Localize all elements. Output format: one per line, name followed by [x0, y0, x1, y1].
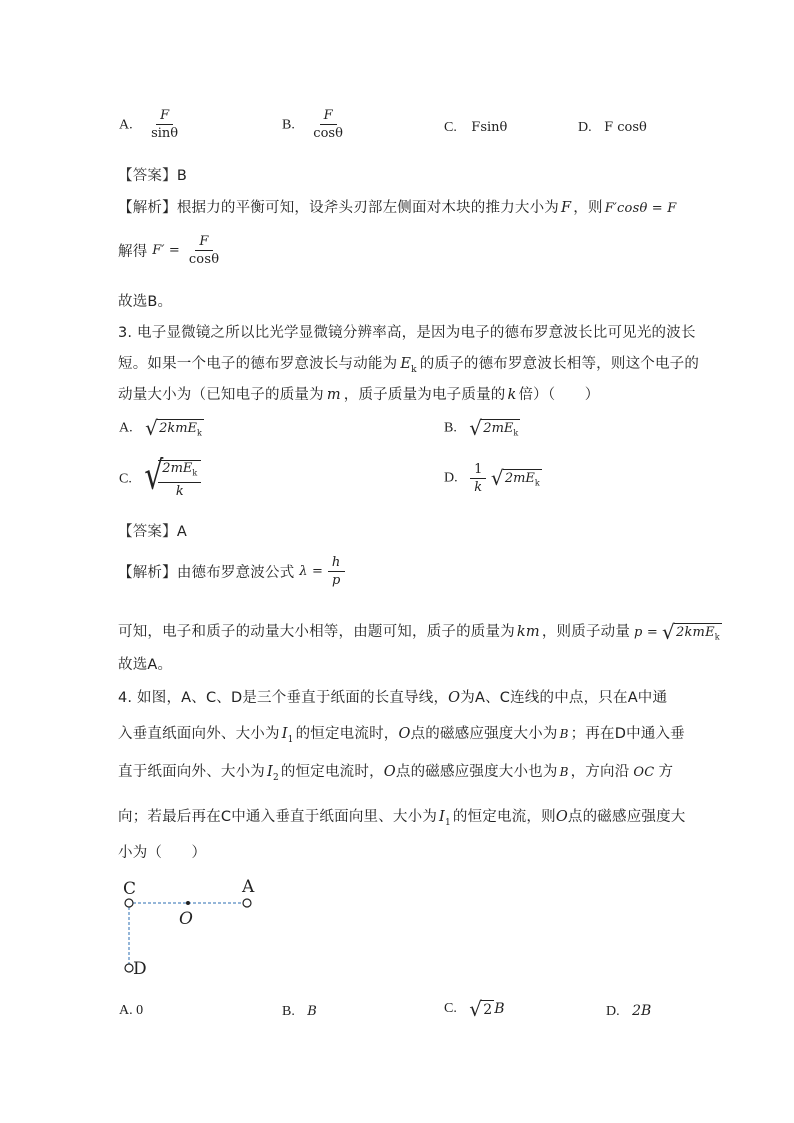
sqrt [469, 1000, 494, 1018]
denominator: k [175, 483, 184, 499]
wire-a [243, 899, 251, 907]
text: 的恒定电流，则 [452, 809, 556, 825]
q4-option-d [606, 1003, 651, 1020]
solve-prefix: 解得 [118, 244, 148, 260]
point-o: O [555, 809, 568, 825]
q3-conclusion: 故选A。 [118, 657, 173, 673]
fraction [328, 555, 345, 588]
text: 为A、C连线的中点，只在A中通 [460, 690, 668, 706]
q2-analysis [118, 196, 676, 217]
radicand: 2 [483, 1002, 493, 1018]
q3-stem-line-1: 3. 电子显微镜之所以比光学显微镜分辨率高，是因为电子的德布罗意波长比可见光的波长 [118, 325, 696, 341]
q3-option-d [444, 462, 542, 495]
denominator: sinθ [151, 126, 179, 141]
option-label: C. [444, 1001, 457, 1016]
q4-stem-line-4 [118, 805, 686, 828]
text: 短。如果一个电子的德布罗意波长与动能为 [118, 356, 398, 372]
q4-option-a: A. 0 [119, 1003, 144, 1018]
num-text: 2mE [162, 461, 193, 476]
q3-option-a [119, 419, 204, 438]
text: ，质子质量为电子质量的 [343, 387, 506, 403]
subscript: k [513, 428, 519, 438]
q3-analysis [118, 555, 345, 588]
text: 点的磁感应强度大小为 [410, 726, 558, 742]
subscript: k [411, 364, 417, 375]
sqrt-fraction [144, 453, 201, 500]
radicand [674, 623, 722, 642]
sqrt [662, 623, 722, 642]
field-symbol: B [559, 765, 569, 779]
energy-symbol [400, 356, 417, 375]
subscript: k [534, 478, 540, 488]
text: 4. 如图，A、C、D是三个垂直于纸面的长直导线， [118, 690, 449, 706]
radicand-text: 2mE [504, 471, 535, 487]
text: ，方向沿 [570, 764, 630, 780]
answer-value: B [176, 168, 187, 184]
answer-tag: 【答案】 [118, 524, 177, 540]
lambda-lhs: λ = [299, 564, 324, 579]
option-label: D. [444, 470, 458, 486]
radicand-text: 2mE [483, 421, 514, 436]
subscript: k [197, 428, 202, 438]
current-symbol [439, 809, 451, 828]
symbol: I [281, 726, 288, 742]
option-value: B [494, 1001, 505, 1017]
text: 点的磁感应强度大小也为 [395, 764, 558, 780]
fraction [309, 108, 347, 141]
subscript: 1 [287, 734, 294, 745]
radicand-text: 2kmE [676, 624, 715, 640]
q3-stem-line-3 [118, 383, 599, 404]
subscript: 2 [272, 772, 279, 783]
q4-stem-line-3 [118, 760, 673, 783]
sqrt [491, 469, 542, 488]
q3-option-c [119, 453, 201, 500]
point-o: O [448, 690, 461, 706]
sqrt [469, 419, 520, 438]
text: 的恒定电流时， [295, 726, 399, 742]
q2-solution [118, 234, 223, 267]
text: 可知，电子和质子的动量大小相等，由题可知，质子的质量为 [118, 624, 515, 640]
midpoint-o [186, 901, 190, 905]
denominator: cosθ [313, 126, 343, 141]
q2-option-d [578, 119, 647, 136]
analysis-tag: 【解析】 [118, 200, 177, 216]
fraction [185, 234, 223, 267]
text: ；再在D中通入垂 [570, 726, 685, 742]
q3-answer [118, 520, 187, 541]
point-o: O [398, 726, 411, 742]
text: 直于纸面向外、大小为 [118, 764, 265, 780]
denominator: p [331, 573, 341, 588]
q2-option-a [119, 108, 182, 141]
option-label: C. [119, 471, 132, 487]
fraction [147, 108, 182, 141]
answer-value: A [176, 524, 187, 540]
equation: F′cosθ = F [604, 201, 677, 216]
km-symbol: km [516, 624, 540, 640]
radical-sign: √ [144, 453, 164, 500]
option-value: B [307, 1004, 317, 1019]
numerator [158, 461, 201, 483]
analysis-mid: ，则 [573, 200, 603, 216]
q2-answer [118, 164, 187, 185]
numerator: F [320, 108, 337, 125]
radicand-text: 2kmE [159, 421, 198, 436]
text: 向；若最后再在C中通入垂直于纸面向里、大小为 [118, 809, 438, 825]
sqrt [145, 419, 204, 438]
option-label: D. [606, 1004, 620, 1019]
option-label: D. [578, 120, 592, 135]
numerator: h [328, 555, 345, 572]
text: 点的磁感应强度大 [567, 809, 686, 825]
q3-stem-line-2 [118, 352, 699, 375]
wire-d [125, 964, 133, 972]
current-symbol [267, 764, 279, 783]
q4-option-c [444, 1000, 505, 1018]
option-value: F cosθ [604, 120, 647, 135]
solve-lhs: F′ = [152, 243, 181, 258]
option-label: B. [282, 117, 295, 133]
q2-conclusion: 故选B。 [118, 294, 173, 310]
answer-tag: 【答案】 [118, 168, 177, 184]
q4-option-b [282, 1003, 317, 1020]
radicand [503, 469, 542, 488]
label-a: A [242, 877, 255, 897]
field-symbol: B [559, 727, 569, 741]
option-label: C. [444, 120, 457, 135]
q4-stem-line-1 [118, 686, 667, 707]
force-symbol: F [561, 200, 572, 216]
oc-symbol: OC [633, 765, 655, 780]
analysis-text: 由德布罗意波公式 [176, 565, 295, 581]
text: 方 [658, 764, 674, 780]
text: 的恒定电流时， [280, 764, 384, 780]
numerator: F [195, 234, 212, 251]
radicand [481, 419, 520, 438]
label-d: D [133, 959, 147, 979]
option-value: Fsinθ [471, 120, 508, 135]
subscript: k [192, 468, 198, 478]
symbol: I [439, 809, 445, 825]
text: 的质子的德布罗意波长相等，则这个电子的 [419, 356, 700, 372]
analysis-tag: 【解析】 [118, 565, 177, 581]
wire-c [125, 899, 133, 907]
q4-figure [110, 872, 280, 982]
option-label: B. [282, 1004, 295, 1019]
q4-stem-line-5: 小为（ ） [118, 845, 207, 861]
symbol: I [267, 764, 273, 780]
radicand [157, 419, 204, 438]
denominator: cosθ [188, 252, 220, 267]
q2-option-b [282, 108, 347, 141]
analysis-text: 根据力的平衡可知，设斧头刃部左侧面对木块的推力大小为 [176, 200, 560, 216]
label-c: C [123, 879, 137, 899]
k-symbol: k [507, 387, 517, 403]
subscript: k [714, 632, 720, 642]
text: 倍）（ ） [518, 387, 600, 403]
numerator: 1 [470, 462, 486, 479]
text: 动量大小为（已知电子的质量为 [118, 387, 324, 403]
q3-analysis-line-2 [118, 620, 722, 641]
q4-stem-line-2 [118, 722, 685, 745]
coefficient-fraction [470, 462, 486, 495]
mass-symbol: m [326, 387, 341, 403]
label-o: O [179, 909, 193, 929]
text: ，则质子动量 [541, 624, 631, 640]
subscript: 1 [444, 817, 451, 828]
option-label: B. [444, 420, 457, 436]
q2-option-c [444, 119, 507, 136]
fraction [158, 460, 201, 499]
denominator: k [474, 480, 483, 495]
option-label: A. [119, 117, 133, 133]
current-symbol [281, 726, 294, 745]
option-value: 2B [632, 1003, 652, 1019]
text: 入垂直纸面向外、大小为 [118, 726, 280, 742]
numerator: F [156, 108, 173, 125]
point-o: O [383, 764, 396, 780]
q3-option-b [444, 419, 520, 438]
option-label: A. [119, 420, 133, 436]
symbol: E [400, 356, 412, 372]
p-symbol: p = [634, 625, 658, 640]
